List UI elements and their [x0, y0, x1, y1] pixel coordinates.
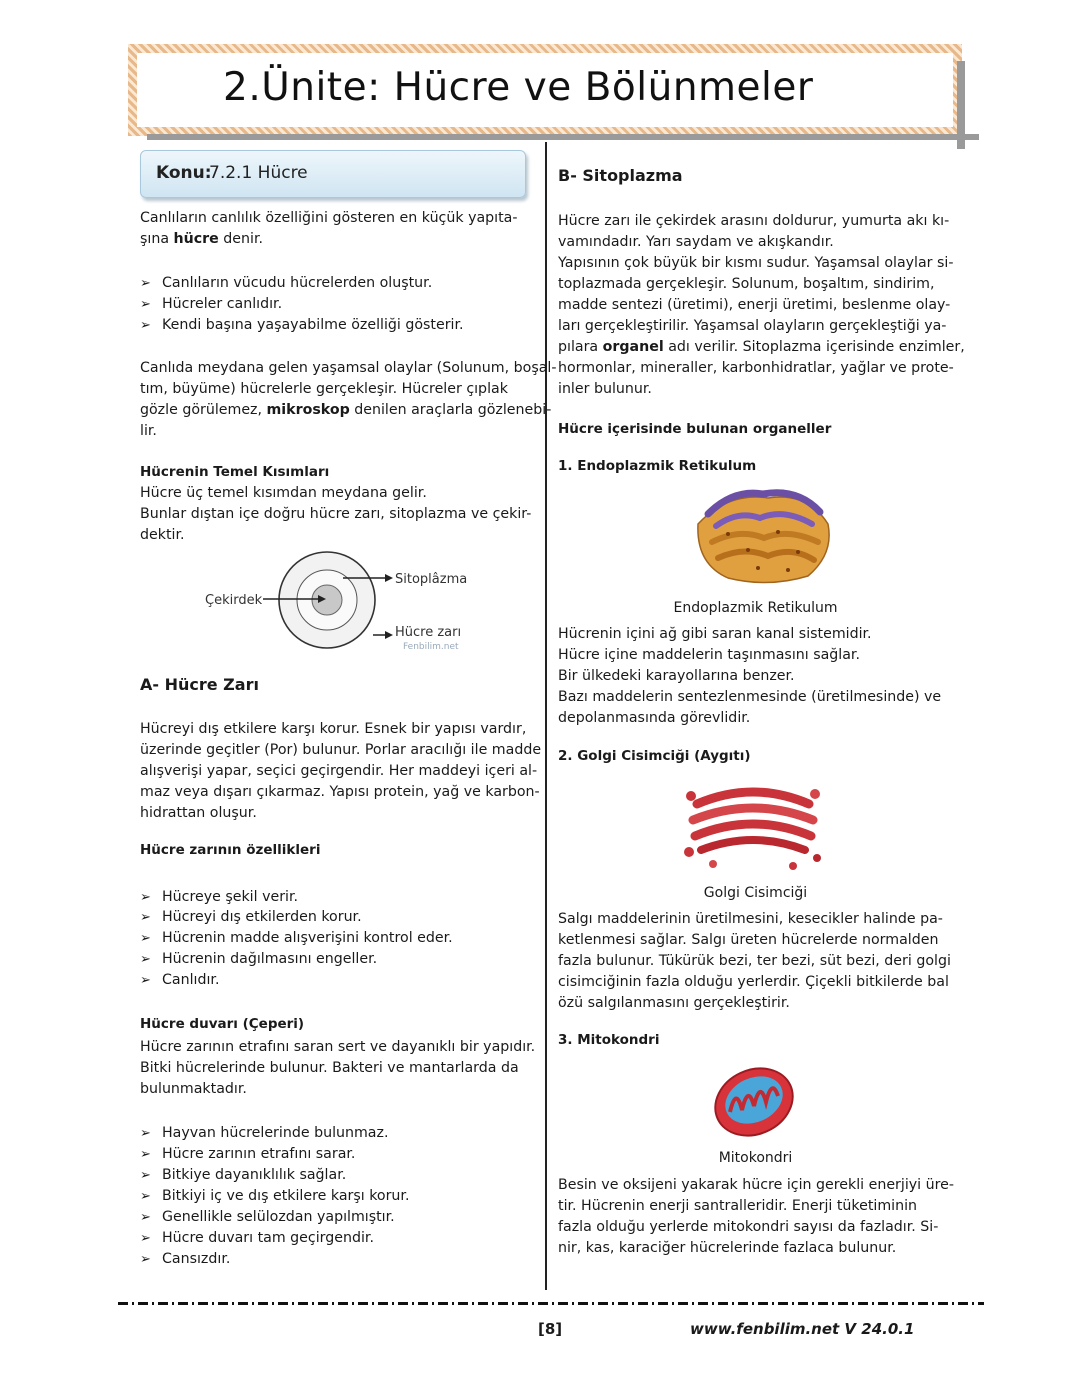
sitoplazma-label: Sitoplâzma	[395, 572, 468, 587]
duvar-text-1: Hücre zarının etrafını saran sert ve dayanıklı bir yapıdır.	[140, 1039, 536, 1055]
column-divider	[545, 142, 547, 1290]
er-caption: Endoplazmik Retikulum	[673, 600, 838, 616]
konu-value: 7.2.1 Hücre	[209, 163, 308, 183]
arrow-bullet-icon: ➢	[140, 318, 151, 333]
a-text-1: Hücreyi dış etkilere karşı korur. Esnek bir yapısı vardır,	[140, 721, 527, 737]
list-item: ➢ Hayvan hücrelerinde bulunmaz.	[140, 1123, 388, 1144]
organel-heading: Hücre içerisinde bulunan organeller	[558, 421, 832, 437]
list-item: ➢ Hücre zarının etrafını sarar.	[140, 1144, 355, 1165]
er-heading: 1. Endoplazmik Retikulum	[558, 458, 757, 474]
a-text-5: hidrattan oluşur.	[140, 805, 257, 821]
list-item: ➢ Hücreyi dış etkilerden korur.	[140, 907, 362, 928]
watermark-label: Fenbilim.net	[403, 642, 459, 652]
b-text-5: madde sentezi (üretimi), enerji üretimi, beslenme olay-	[558, 297, 951, 313]
mito-heading: 3. Mitokondri	[558, 1032, 660, 1048]
para2-line-2: tım, büyüme) hücrelerle gerçekleşir. Hücreler çıplak	[140, 381, 508, 397]
er-text-2: Hücre içine maddelerin taşınmasını sağlar.	[558, 647, 860, 663]
para2-line-3: gözle görülemez, mikroskop denilen araçlarla gözlenebi-	[140, 402, 552, 418]
konu-label: Konu:	[156, 163, 212, 183]
arrow-bullet-icon: ➢	[140, 1168, 151, 1183]
golgi-text-3: fazla bulunur. Tükürük bezi, ter bezi, süt bezi, deri golgi	[558, 953, 951, 969]
b-text-6: ları gerçekleştirilir. Yaşamsal olayların gerçekleştiği ya-	[558, 318, 947, 334]
er-text-4: Bazı maddelerin sentezlenmesinde (üretilmesinde) ve	[558, 689, 942, 705]
mito-caption: Mitokondri	[718, 1150, 793, 1166]
er-text-1: Hücrenin içini ağ gibi saran kanal sistemidir.	[558, 626, 872, 642]
golgi-text-1: Salgı maddelerinin üretilmesini, kesecikler halinde pa-	[558, 911, 943, 927]
list-item: ➢ Hücreler canlıdır.	[140, 294, 282, 315]
b-text-1: Hücre zarı ile çekirdek arasını doldurur, yumurta akı kı-	[558, 213, 950, 229]
list-item: ➢ Genellikle selülozdan yapılmıştır.	[140, 1207, 395, 1228]
golgi-text-5: özü salgılanmasını gerçekleştirir.	[558, 995, 790, 1011]
temel-text-3: dektir.	[140, 527, 185, 543]
list-item: ➢ Hücrenin madde alışverişini kontrol eder.	[140, 928, 453, 949]
a-text-3: alışverişi yapar, seçici geçirgendir. Her maddeyi içeri al-	[140, 763, 538, 779]
b-text-4: toplazmada gerçekleşir. Solunum, boşaltım, sindirim,	[558, 276, 935, 292]
list-item: ➢ Hücre duvarı tam geçirgendir.	[140, 1228, 374, 1249]
arrow-bullet-icon: ➢	[140, 931, 151, 946]
arrow-bullet-icon: ➢	[140, 973, 151, 988]
duvar-text-3: bulunmaktadır.	[140, 1081, 247, 1097]
list-item: ➢ Bitkiyi iç ve dış etkilere karşı korur.	[140, 1186, 409, 1207]
temel-heading: Hücrenin Temel Kısımları	[140, 464, 330, 480]
mito-text-2: tir. Hücrenin enerji santralleridir. Enerji tüketiminin	[558, 1198, 918, 1214]
zar-label: Hücre zarı	[395, 625, 462, 640]
a-text-2: üzerinde geçitler (Por) bulunur. Porlar aracılığı ile madde	[140, 742, 542, 758]
site-version: www.fenbilim.net V 24.0.1	[690, 1320, 915, 1338]
list-item: ➢ Hücreye şekil verir.	[140, 887, 298, 908]
sitoplazma-heading: B- Sitoplazma	[558, 166, 683, 185]
cytoplasm-arrowhead	[385, 574, 393, 582]
temel-text-2: Bunlar dıştan içe doğru hücre zarı, sitoplazma ve çekir-	[140, 506, 532, 522]
list-item: ➢ Canlıdır.	[140, 970, 219, 991]
para2-line-1: Canlıda meydana gelen yaşamsal olaylar (Solunum, boşal-	[140, 360, 557, 376]
arrow-bullet-icon: ➢	[140, 1252, 151, 1267]
b-text-3: Yapısının çok büyük bir kısmı sudur. Yaşamsal olaylar si-	[558, 255, 954, 271]
arrow-bullet-icon: ➢	[140, 952, 151, 967]
intro-line-1: Canlıların canlılık özelliğini gösteren en küçük yapıta-	[140, 210, 518, 226]
arrow-bullet-icon: ➢	[140, 1210, 151, 1225]
para2-line-4: lir.	[140, 423, 157, 439]
membrane-arrowhead	[385, 631, 393, 639]
konu-box	[140, 150, 526, 198]
arrow-bullet-icon: ➢	[140, 297, 151, 312]
footer-divider	[118, 1302, 984, 1305]
arrow-bullet-icon: ➢	[140, 1231, 151, 1246]
arrow-bullet-icon: ➢	[140, 276, 151, 291]
mito-text-4: nir, kas, karaciğer hücrelerinde fazlaca bulunur.	[558, 1240, 897, 1256]
golgi-text-2: ketlenmesi sağlar. Salgı üreten hücrelerde normalden	[558, 932, 939, 948]
mito-text-3: fazla olduğu yerlerde mitokondri sayısı da fazladır. Si-	[558, 1219, 939, 1235]
er-illustration	[688, 484, 838, 588]
golgi-caption: Golgi Cisimciği	[703, 885, 808, 901]
golgi-illustration	[683, 774, 823, 872]
banner-shadow-bottom	[147, 134, 979, 140]
temel-text-1: Hücre üç temel kısımdan meydana gelir.	[140, 485, 427, 501]
hucre-zari-heading: A- Hücre Zarı	[140, 675, 259, 694]
arrow-bullet-icon: ➢	[140, 1189, 151, 1204]
title-banner	[128, 44, 962, 136]
page-title: 2.Ünite: Hücre ve Bölünmeler	[223, 65, 814, 110]
list-item: ➢ Bitkiye dayanıklılık sağlar.	[140, 1165, 346, 1186]
arrow-bullet-icon: ➢	[140, 1126, 151, 1141]
mito-text-1: Besin ve oksijeni yakarak hücre için gerekli enerjiyi üre-	[558, 1177, 954, 1193]
arrow-bullet-icon: ➢	[140, 1147, 151, 1162]
duvar-heading: Hücre duvarı (Çeperi)	[140, 1016, 305, 1032]
arrow-bullet-icon: ➢	[140, 890, 151, 905]
page-number: [8]	[538, 1320, 563, 1338]
b-text-9: inler bulunur.	[558, 381, 652, 397]
nucleus-circle	[312, 585, 342, 615]
golgi-heading: 2. Golgi Cisimciği (Aygıtı)	[558, 748, 751, 764]
cekirdek-label: Çekirdek	[205, 593, 263, 608]
list-item: ➢ Hücrenin dağılmasını engeller.	[140, 949, 377, 970]
golgi-text-4: cisimciğinin fazla olduğu yerlerdir. Çiçekli bitkilerde bal	[558, 974, 949, 990]
er-text-3: Bir ülkedeki karayollarına benzer.	[558, 668, 795, 684]
a-text-4: maz veya dışarı çıkarmaz. Yapısı protein, yağ ve karbon-	[140, 784, 540, 800]
mitochondria-illustration	[706, 1056, 802, 1142]
duvar-text-2: Bitki hücrelerinde bulunur. Bakteri ve mantarlarda da	[140, 1060, 519, 1076]
zar-ozellik-heading: Hücre zarının özellikleri	[140, 842, 321, 858]
b-text-8: hormonlar, mineraller, karbonhidratlar, yağlar ve prote-	[558, 360, 954, 376]
intro-line-2: şına hücre denir.	[140, 231, 263, 247]
b-text-2: vamındadır. Yarı saydam ve akışkandır.	[558, 234, 834, 250]
cell-diagram	[195, 548, 485, 660]
er-text-5: depolanmasında görevlidir.	[558, 710, 751, 726]
arrow-bullet-icon: ➢	[140, 910, 151, 925]
list-item: ➢ Canlıların vücudu hücrelerden oluştur.	[140, 273, 432, 294]
b-text-7: pılara organel adı verilir. Sitoplazma içerisinde enzimler,	[558, 339, 965, 355]
list-item: ➢ Cansızdır.	[140, 1249, 230, 1270]
list-item: ➢ Kendi başına yaşayabilme özelliği gösterir.	[140, 315, 464, 336]
